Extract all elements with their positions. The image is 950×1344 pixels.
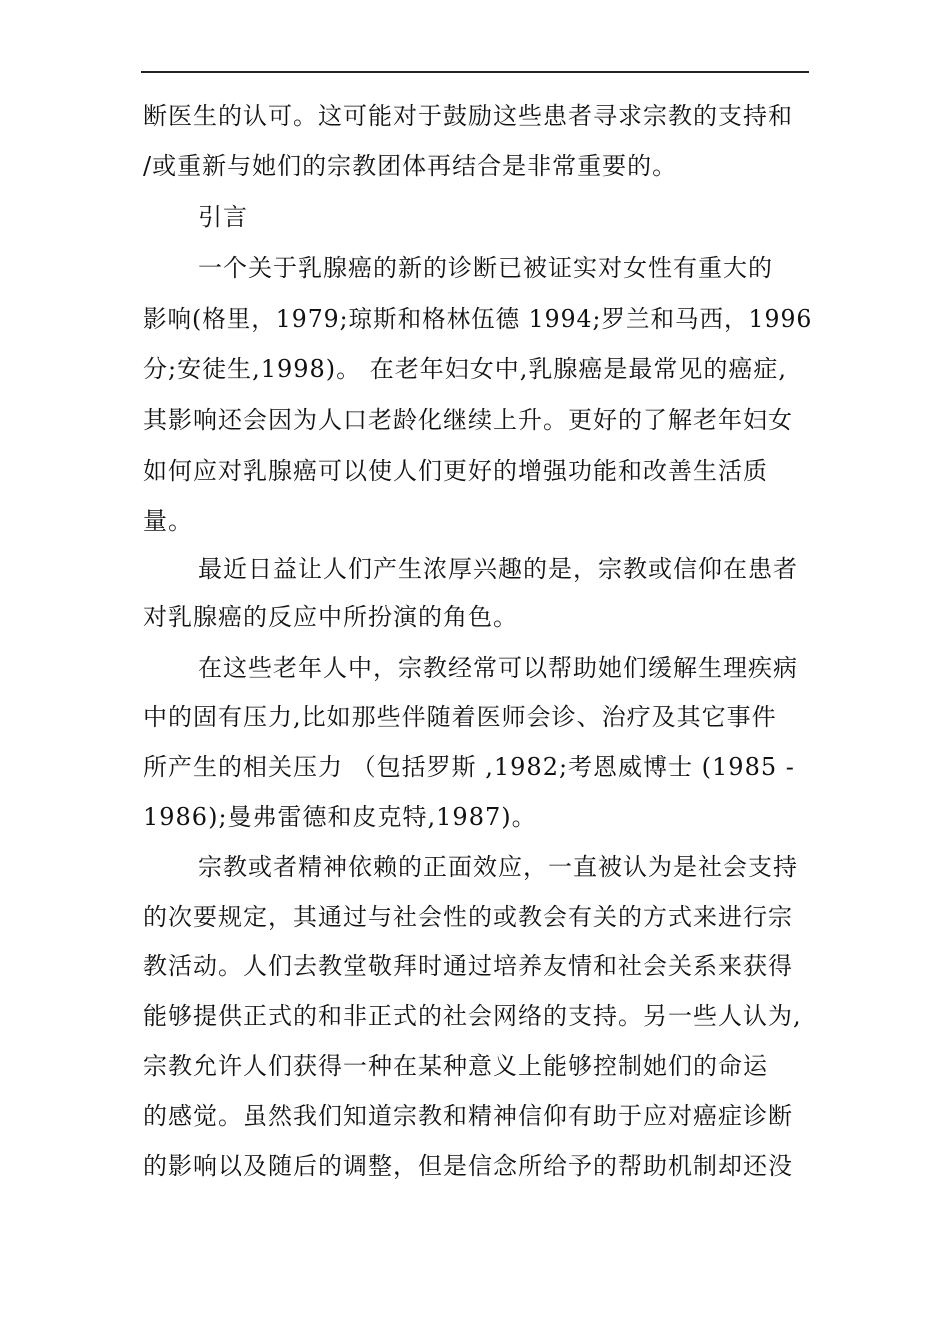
- text-line: /或重新与她们的宗教团体再结合是非常重要的。: [143, 152, 678, 180]
- text-line: 对乳腺癌的反应中所扮演的角色。: [143, 603, 518, 631]
- text-line: 宗教允许人们获得一种在某种意义上能够控制她们的命运: [143, 1052, 768, 1080]
- text-line: 如何应对乳腺癌可以使人们更好的增强功能和改善生活质: [143, 457, 768, 485]
- text-line: 1986);曼弗雷德和皮克特,1987)。: [143, 803, 537, 831]
- text-line: 一个关于乳腺癌的新的诊断已被证实对女性有重大的: [198, 254, 773, 282]
- text-line: 的影响以及随后的调整，但是信念所给予的帮助机制却还没: [143, 1152, 793, 1180]
- text-line: 最近日益让人们产生浓厚兴趣的是，宗教或信仰在患者: [198, 555, 798, 583]
- text-line: 量。: [143, 507, 193, 535]
- text-line: 教活动。人们去教堂敬拜时通过培养友情和社会关系来获得: [143, 952, 793, 980]
- section-heading: 引言: [198, 203, 248, 231]
- text-line: 断医生的认可。这可能对于鼓励这些患者寻求宗教的支持和: [143, 102, 793, 130]
- text-line: 宗教或者精神依赖的正面效应，一直被认为是社会支持: [198, 853, 798, 881]
- text-line: 其影响还会因为人口老龄化继续上升。更好的了解老年妇女: [143, 406, 793, 434]
- text-line: 分;安徒生,1998)。 在老年妇女中,乳腺癌是最常见的癌症,: [143, 355, 788, 383]
- text-line: 影响(格里，1979;琼斯和格林伍德 1994;罗兰和马西，1996: [143, 305, 813, 333]
- text-line: 能够提供正式的和非正式的社会网络的支持。另一些人认为,: [143, 1002, 802, 1030]
- text-line: 中的固有压力,比如那些伴随着医师会诊、治疗及其它事件: [143, 703, 777, 731]
- text-line: 的感觉。虽然我们知道宗教和精神信仰有助于应对癌症诊断: [143, 1102, 793, 1130]
- text-line: 的次要规定，其通过与社会性的或教会有关的方式来进行宗: [143, 903, 793, 931]
- text-line: 所产生的相关压力 （包括罗斯 ,1982;考恩威博士 (1985 -: [143, 753, 795, 781]
- text-line: 在这些老年人中，宗教经常可以帮助她们缓解生理疾病: [198, 654, 798, 682]
